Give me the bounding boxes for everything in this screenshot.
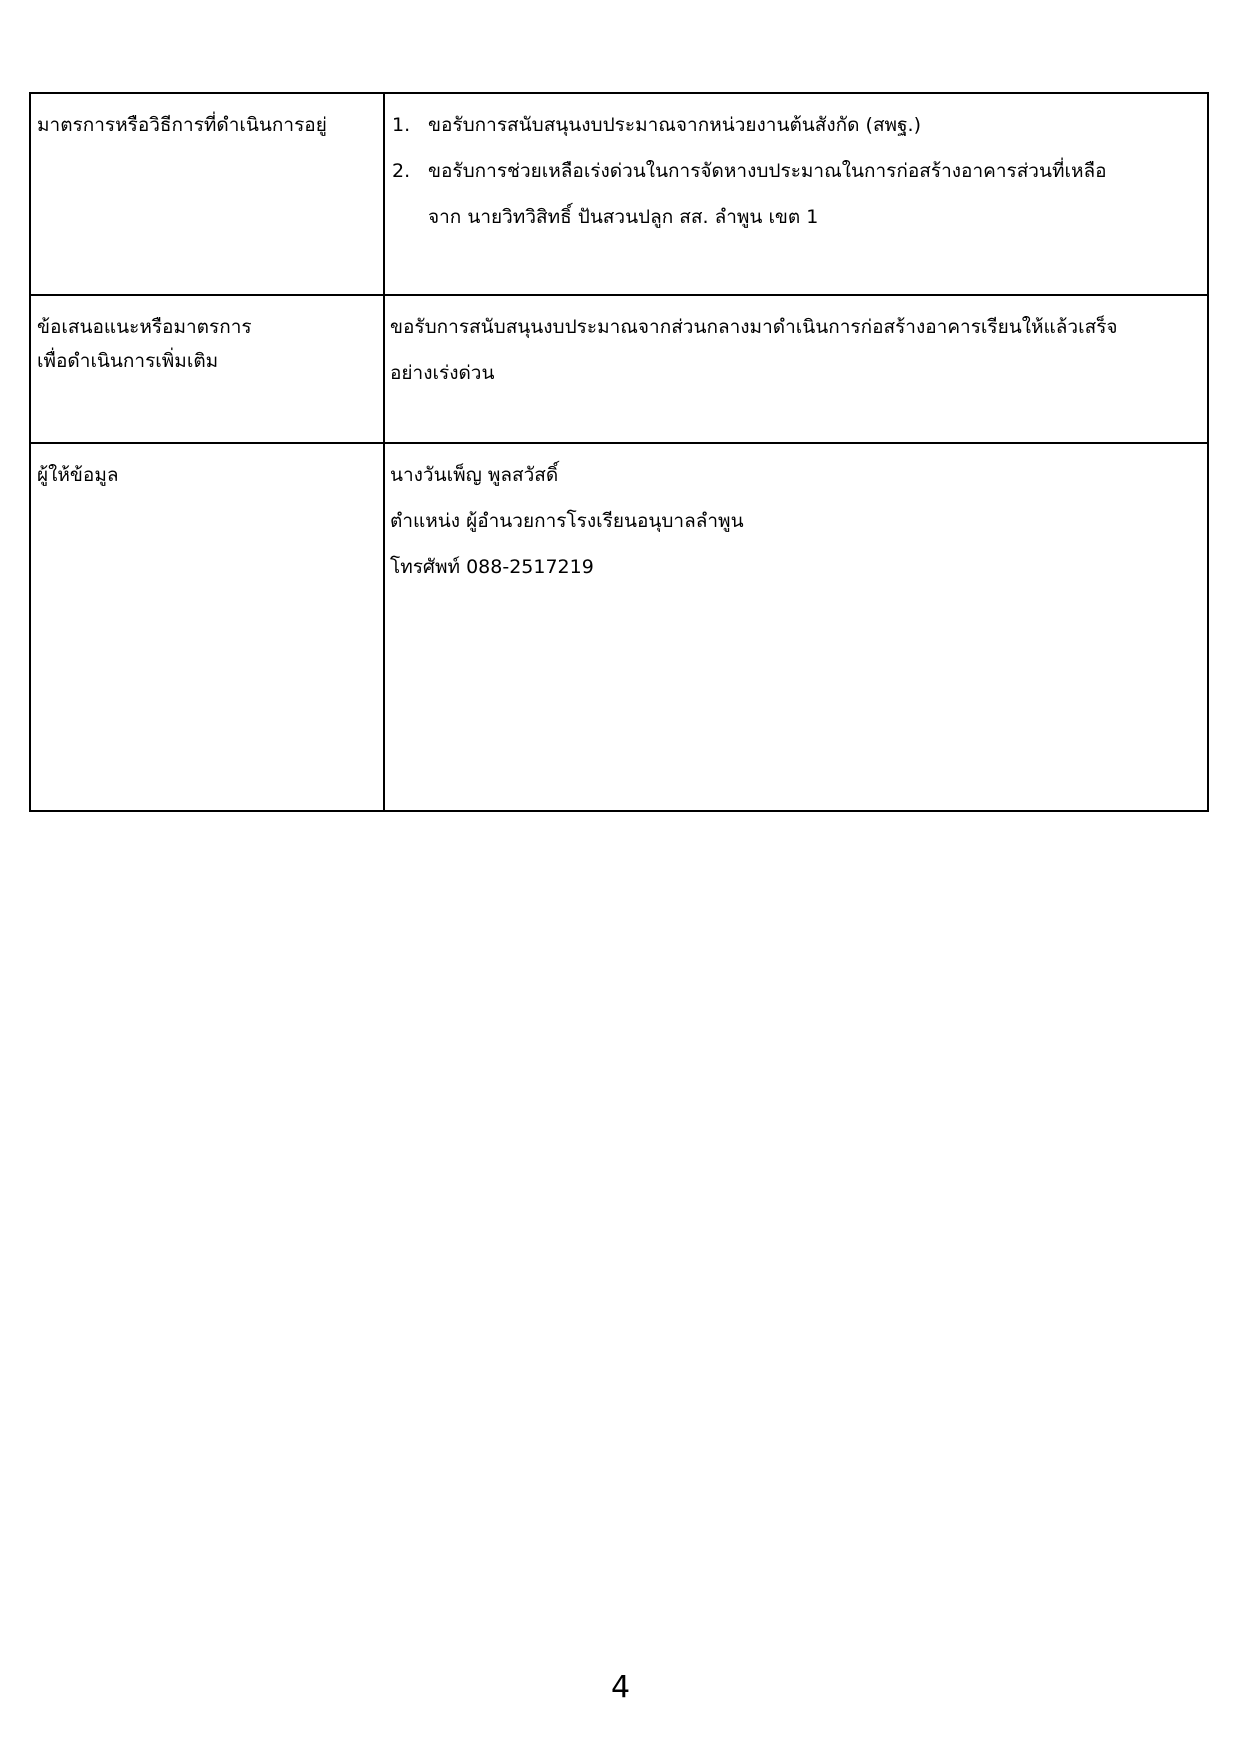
suggestions-label-line2: เพื่อดำเนินการเพิ่มเติม [37,350,219,372]
informant-position: ตำแหน่ง ผู้อำนวยการโรงเรียนอนุบาลลำพูน [390,510,744,532]
informant-label: ผู้ให้ข้อมูล [37,464,119,486]
current-measures-list [390,102,1203,240]
current-measures-content-cell [384,93,1208,295]
table-row-suggestions [30,295,1208,443]
current-measures-label: มาตรการหรือวิธีการที่ดำเนินการอยู่ [37,114,327,136]
list-item [390,102,1203,148]
list-item-number: 2. [392,160,411,182]
page-number: 4 [610,1670,631,1705]
list-item-text: ขอรับการช่วยเหลือเร่งด่วนในการจัดหางบประมาณในการก่อสร้างอาคารส่วนที่เหลือ [428,160,1107,182]
current-measures-label-cell [30,93,384,295]
suggestions-text-line2: อย่างเร่งด่วน [390,362,495,384]
list-item-number: 1. [392,114,411,136]
list-item [390,148,1203,240]
info-table [29,92,1209,812]
suggestions-label-cell [30,295,384,443]
list-item-text: ขอรับการสนับสนุนงบประมาณจากหน่วยงานต้นสังกัด (สพฐ.) [428,114,921,136]
informant-label-cell [30,443,384,811]
informant-phone: โทรศัพท์ 088-2517219 [390,556,594,578]
table-row-current-measures [30,93,1208,295]
list-item-continuation: จาก นายวิทวิสิทธิ์ ปันสวนปลูก สส. ลำพูน เขต 1 [428,206,819,228]
suggestions-content-cell [384,295,1208,443]
suggestions-label-line1: ข้อเสนอแนะหรือมาตรการ [37,316,252,338]
suggestions-text-line1: ขอรับการสนับสนุนงบประมาณจากส่วนกลางมาดำเนินการก่อสร้างอาคารเรียนให้แล้วเสร็จ [390,316,1118,338]
informant-name: นางวันเพ็ญ พูลสวัสดิ์ [390,464,559,486]
table-row-informant [30,443,1208,811]
informant-content-cell [384,443,1208,811]
